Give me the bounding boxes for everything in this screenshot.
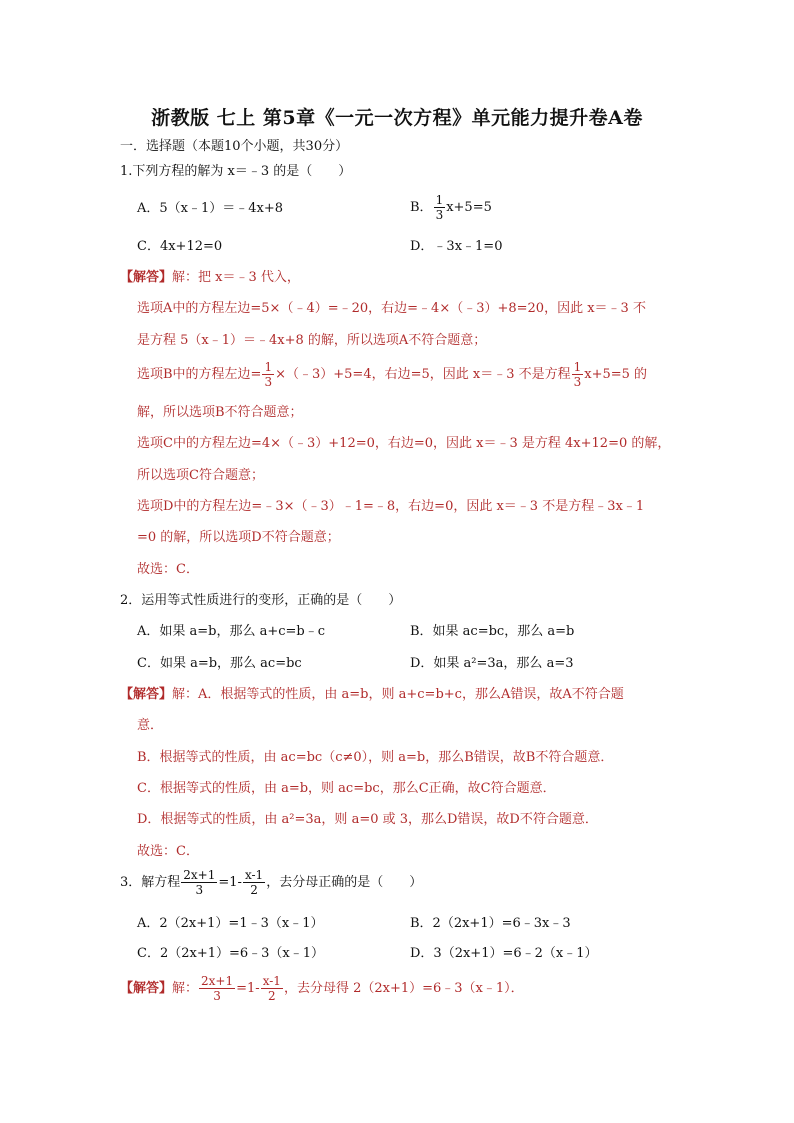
q1-option-b-rest: x+5=5 bbox=[446, 200, 492, 215]
q2-answer-c: C．根据等式的性质，由 a=b，则 ac=bc，那么C正确，故C符合题意． bbox=[137, 781, 556, 796]
answer-fraction bbox=[261, 975, 283, 1002]
fraction-numerator: x-1 bbox=[244, 868, 264, 882]
q1-answer-b-line2: 解，所以选项B不符合题意； bbox=[137, 405, 303, 420]
q2-option-b: B．如果 ac=bc，那么 a=b bbox=[410, 624, 575, 639]
fraction-numerator: x-1 bbox=[262, 974, 281, 988]
fraction-numerator: 1 bbox=[264, 360, 273, 374]
answer-text: 解：把 x＝﹣3 代入， bbox=[172, 270, 300, 285]
q3-option-d: D．3（2x+1）=6﹣2（x﹣1） bbox=[410, 946, 598, 961]
answer-text: 选项B中的方程左边= bbox=[137, 367, 262, 382]
fraction-denominator: 3 bbox=[195, 883, 204, 897]
q2-answer-b: B．根据等式的性质，由 ac=bc（c≠0），则 a=b，那么B错误，故B不符合题意． bbox=[137, 750, 614, 765]
q1-answer-c-line2: 所以选项C符合题意； bbox=[137, 468, 264, 483]
q2-answer-line2: 意． bbox=[137, 718, 164, 733]
q3-stem-fraction bbox=[243, 869, 265, 896]
fraction-denominator: 2 bbox=[250, 883, 258, 897]
q2-option-c: C．如果 a=b，那么 ac=bc bbox=[137, 656, 302, 671]
answer-fraction bbox=[262, 361, 274, 388]
answer-text: 解： bbox=[172, 981, 199, 996]
q2-stem: 2．运用等式性质进行的变形，正确的是（ ） bbox=[120, 593, 402, 608]
q1-answer-d-line2: =0 的解，所以选项D不符合题意； bbox=[137, 530, 340, 545]
q1-option-b-fraction bbox=[434, 194, 446, 221]
fraction-denominator: 3 bbox=[213, 989, 221, 1003]
q1-answer-a-line1: 选项A中的方程左边=5×（﹣4）=﹣20，右边=﹣4×（﹣3）+8=20，因此 x＝﹣3 不 bbox=[137, 301, 646, 316]
answer-text: ×（﹣3）+5=4，右边=5，因此 x＝﹣3 不是方程 bbox=[275, 367, 571, 382]
q3-option-b: B．2（2x+1）=6﹣3x﹣3 bbox=[410, 916, 571, 931]
q1-stem: 1.下列方程的解为 x＝﹣3 的是（ ） bbox=[120, 164, 352, 179]
answer-tag: 【解答】 bbox=[120, 687, 173, 702]
q3-option-c: C．2（2x+1）=6﹣3（x﹣1） bbox=[137, 946, 325, 961]
fraction-denominator: 3 bbox=[264, 375, 273, 389]
q2-answer-line1 bbox=[120, 685, 624, 705]
answer-tag: 【解答】 bbox=[120, 981, 173, 996]
answer-tag: 【解答】 bbox=[120, 270, 173, 285]
q1-answer-b-line1 bbox=[137, 361, 647, 388]
q2-option-d: D．如果 a²=3a，那么 a=3 bbox=[410, 656, 574, 671]
fraction-numerator: 1 bbox=[573, 360, 582, 374]
q1-option-a: A．5（x﹣1）＝﹣4x+8 bbox=[137, 201, 284, 216]
answer-fraction bbox=[572, 361, 584, 388]
q3-stem-fraction bbox=[181, 869, 217, 896]
answer-fraction bbox=[199, 975, 235, 1002]
q1-option-d: D．﹣3x﹣1=0 bbox=[410, 239, 503, 254]
q1-option-b bbox=[410, 194, 492, 221]
fraction-numerator: 1 bbox=[435, 193, 444, 207]
q1-answer-c-line1: 选项C中的方程左边=4×（﹣3）+12=0，右边=0，因此 x＝﹣3 是方程 4x+12=0 的解， bbox=[137, 436, 671, 451]
fraction-denominator: 3 bbox=[573, 375, 582, 389]
q1-option-b-label: B． bbox=[410, 200, 433, 215]
section-heading: 一．选择题（本题10个小题，共30分） bbox=[120, 139, 349, 154]
fraction-numerator: 2x+1 bbox=[183, 868, 216, 882]
answer-text: x+5=5 的 bbox=[584, 367, 648, 382]
fraction-numerator: 2x+1 bbox=[201, 974, 234, 988]
answer-text: ，去分母得 2（2x+1）=6﹣3（x﹣1）． bbox=[283, 981, 524, 996]
answer-text: 解：A．根据等式的性质，由 a=b，则 a+c=b+c，那么A错误，故A不符合题 bbox=[172, 687, 624, 702]
q1-answer-choice: 故选：C． bbox=[137, 562, 199, 577]
q1-answer-a-line2: 是方程 5（x﹣1）＝﹣4x+8 的解，所以选项A不符合题意； bbox=[137, 333, 487, 348]
q1-answer-d-line1: 选项D中的方程左边=﹣3×（﹣3）﹣1=﹣8，右边=0，因此 x＝﹣3 不是方程﹣3x﹣1 bbox=[137, 499, 645, 514]
q3-option-a: A．2（2x+1）=1﹣3（x﹣1） bbox=[137, 916, 324, 931]
q1-option-c: C．4x+12=0 bbox=[137, 239, 223, 254]
q3-stem-text: ，去分母正确的是（ ） bbox=[266, 875, 423, 890]
q3-answer bbox=[120, 975, 524, 1002]
q1-answer-head bbox=[120, 268, 300, 288]
q3-stem-text: 3．解方程 bbox=[120, 875, 181, 890]
q2-answer-d: D．根据等式的性质，由 a²=3a，则 a=0 或 3，那么D错误，故D不符合题意． bbox=[137, 812, 598, 827]
q3-stem bbox=[120, 869, 422, 896]
document-title: 浙教版 七上 第5章《一元一次方程》单元能力提升卷A卷 bbox=[151, 107, 643, 129]
q2-option-a: A．如果 a=b，那么 a+c=b﹣c bbox=[137, 624, 326, 639]
fraction-denominator: 2 bbox=[267, 989, 276, 1003]
q3-stem-text: =1- bbox=[218, 875, 242, 890]
fraction-denominator: 3 bbox=[435, 208, 444, 222]
q2-answer-choice: 故选：C． bbox=[137, 844, 199, 859]
answer-text: =1- bbox=[236, 981, 260, 996]
